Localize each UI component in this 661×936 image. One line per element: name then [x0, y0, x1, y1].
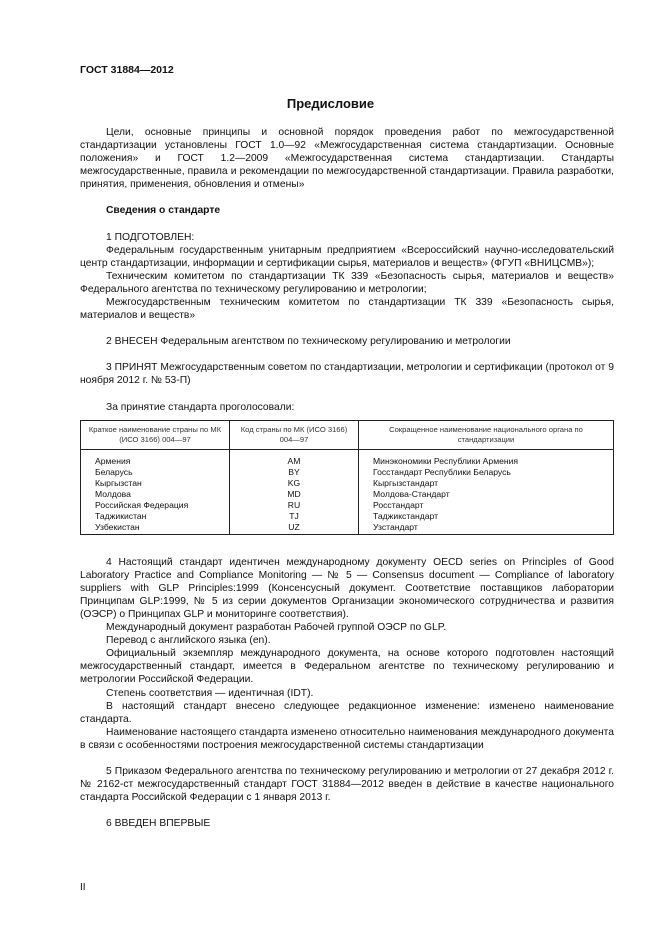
section-4-p7: Наименование настоящего стандарта изменено относительно наименования международного документа в связи с особенностями построения межгосударственной системы стандартизации [80, 726, 614, 751]
code-cell: AM [230, 449, 359, 467]
section-4-p5: Степень соответствия — идентичная (IDT). [106, 687, 314, 699]
table-row [81, 478, 614, 489]
vote-intro: За принятие стандарта проголосовали: [106, 401, 295, 413]
table-row [81, 522, 614, 535]
code-cell: BY [230, 467, 359, 478]
section-4-p1: 4 Настоящий стандарт идентичен международному документу OECD series on Principles of Good Laboratory Practice and Compliance Monitoring — № 5 — Consensus document — Compliance of laboratory suppliers with GLP Principles:1999 (Консенсусный документ. Соответствие поставщиков лаборатории Принципам GLP:1999, № 5 из серии документов Организации экономического сотрудничества и развития (ОЭСР) о Принципах GLP и мониторинге соответствия). [80, 556, 614, 620]
country-cell: Молдова [81, 489, 230, 500]
header-org: Сокращенное наименование национального органа по стандартизации [359, 420, 614, 449]
table-row [81, 467, 614, 478]
header-country: Краткое наименование страны по МК (ИСО 3166) 004—97 [81, 420, 230, 449]
section-3: 3 ПРИНЯТ Межгосударственным советом по стандартизации, метрологии и сертификации (протокол от 9 ноября 2012 г. № 53-П) [80, 362, 614, 387]
country-cell: Беларусь [81, 467, 230, 478]
org-cell: Минэкономики Республики Армения [359, 449, 614, 467]
section-4-p4: Официальный экземпляр международного документа, на основе которого подготовлен настоящий межгосударственный стандарт, имеется в Федеральном агентстве по техническому регулированию и метрологии Российской Федерации. [80, 648, 614, 686]
section-4-p3: Перевод с английского языка (en). [106, 635, 271, 647]
table-row [81, 489, 614, 500]
code-cell: TJ [230, 511, 359, 522]
table-row [81, 449, 614, 467]
code-cell: KG [230, 478, 359, 489]
header-code: Код страны по МК (ИСО 3166) 004—97 [230, 420, 359, 449]
section-1-p1: Федеральным государственным унитарным предприятием «Всероссийский научно-исследовательский центр стандартизации, информации и сертификации сырья, материалов и веществ» (ФГУП «ВНИЦСМВ»); [80, 244, 614, 269]
org-cell: Молдова-Стандарт [359, 489, 614, 500]
country-cell: Кыргызстан [81, 478, 230, 489]
document-body [80, 126, 614, 830]
code-cell: RU [230, 500, 359, 511]
country-cell: Таджикистан [81, 511, 230, 522]
section-6: 6 ВВЕДЕН ВПЕРВЫЕ [106, 818, 211, 830]
org-cell: Таджикстандарт [359, 511, 614, 522]
table-row [81, 511, 614, 522]
document-header: ГОСТ 31884—2012 [80, 64, 174, 76]
voting-table [80, 420, 614, 535]
section-2: 2 ВНЕСЕН Федеральным агентством по техническому регулированию и метрологии [106, 336, 511, 348]
section-1-title: 1 ПОДГОТОВЛЕН: [106, 231, 195, 243]
section-1-p3: Межгосударственным техническим комитетом по стандартизации ТК 339 «Безопасность сырья, материалов и веществ» [80, 297, 614, 322]
page-title: Предисловие [286, 96, 375, 111]
org-cell: Госстандарт Республики Беларусь [359, 467, 614, 478]
section-4-p2: Международный документ разработан Рабочей группой ОЭСР по GLP. [106, 622, 447, 634]
info-heading: Сведения о стандарте [106, 205, 221, 217]
org-cell: Кыргызстандарт [359, 478, 614, 489]
table-row [81, 500, 614, 511]
intro-paragraph: Цели, основные принципы и основной порядок проведения работ по межгосударственной стандартизации установлены ГОСТ 1.0—92 «Межгосударственная система стандартизации. Основные положения» и ГОСТ 1.2—2009 «Межгосударственная система стандартизации. Стандарты межгосударственные, правила и рекомендации по межгосударственной стандартизации. Правила разработки, принятия, применения, обновления и отмены» [80, 127, 614, 191]
table-header-row [81, 420, 614, 449]
org-cell: Узстандарт [359, 522, 614, 535]
code-cell: UZ [230, 522, 359, 535]
country-cell: Узбекистан [81, 522, 230, 535]
page-number: II [80, 882, 86, 893]
section-1-p2: Техническим комитетом по стандартизации ТК 339 «Безопасность сырья, материалов и веществ» Федерального агентства по техническому регулированию и метрологии; [80, 270, 614, 295]
country-cell: Российская Федерация [81, 500, 230, 511]
section-4-p6: В настоящий стандарт внесено следующее редакционное изменение: изменено наименование стандарта. [80, 700, 614, 725]
country-cell: Армения [81, 449, 230, 467]
section-5: 5 Приказом Федерального агентства по техническому регулированию и метрологии от 27 декабря 2012 г. № 2162-ст межгосударственный стандарт ГОСТ 31884—2012 введен в действие в качестве национального стандарта Российской Федерации с 1 января 2013 г. [80, 766, 614, 804]
org-cell: Росстандарт [359, 500, 614, 511]
code-cell: MD [230, 489, 359, 500]
